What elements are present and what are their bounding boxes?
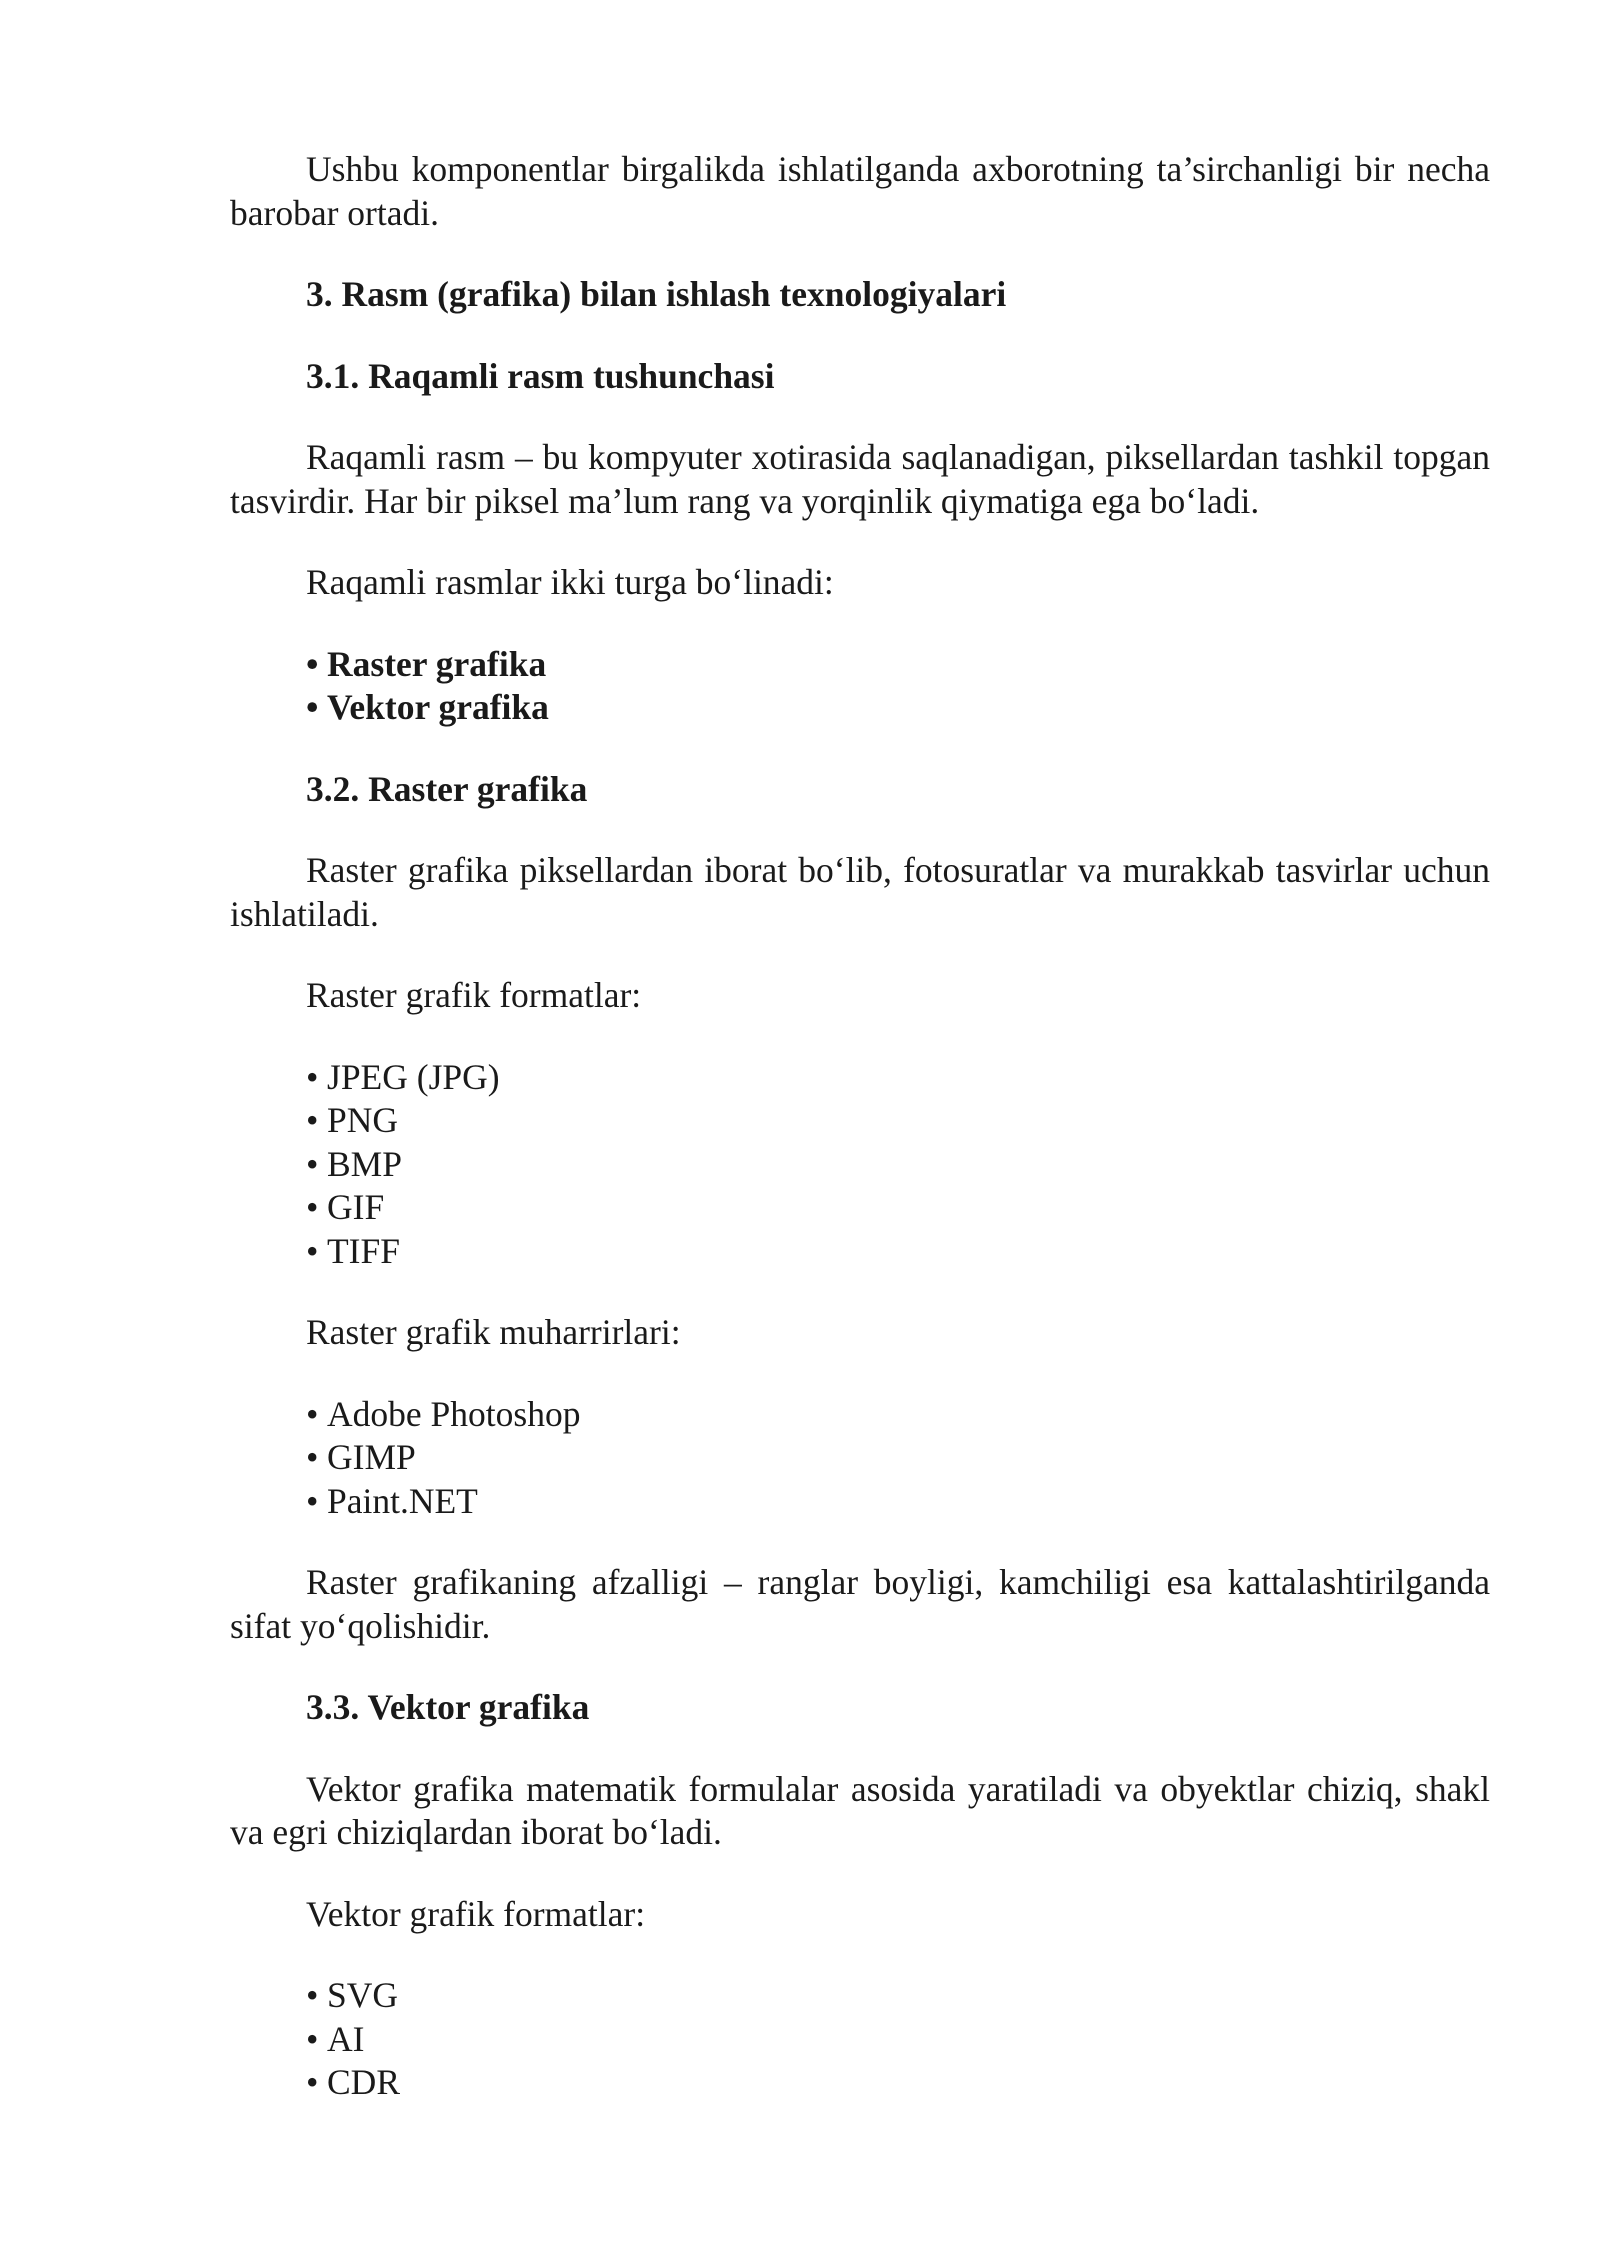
list-item-label: CDR bbox=[327, 2062, 400, 2102]
list-item bbox=[306, 1099, 1490, 1143]
section-3-2-paragraph: Raster grafika piksellardan iborat bo‘lib, fotosuratlar va murakkab tasvirlar uchun ishlatiladi. bbox=[230, 850, 1490, 934]
list-item-label: GIMP bbox=[327, 1437, 416, 1477]
list-item bbox=[306, 2061, 1490, 2105]
list-item bbox=[306, 1974, 1490, 2018]
list-item bbox=[306, 1393, 1490, 1437]
list-item bbox=[306, 1480, 1490, 1524]
bullet-icon: • bbox=[306, 1393, 319, 1434]
raster-editors-list bbox=[230, 1393, 1490, 1524]
image-types-lead: Raqamli rasmlar ikki turga bo‘linadi: bbox=[306, 562, 834, 602]
section-3-2-heading: 3.2. Raster grafika bbox=[306, 768, 588, 809]
list-item-label: TIFF bbox=[327, 1230, 400, 1271]
bullet-icon: • bbox=[306, 2018, 319, 2059]
list-item-label: SVG bbox=[327, 1975, 399, 2015]
bullet-icon: • bbox=[306, 1056, 319, 1097]
list-item-label: AI bbox=[327, 2018, 365, 2059]
section-3-1-paragraph: Raqamli rasm – bu kompyuter xotirasida saqlanadigan, piksellardan tashkil topgan tasvirdir. Har bir piksel ma’lum rang va yorqinlik qiymatiga ega bo‘ladi. bbox=[230, 437, 1490, 521]
raster-editors-lead: Raster grafik muharrirlari: bbox=[306, 1312, 681, 1352]
bullet-icon: • bbox=[306, 1437, 319, 1477]
section-3-3-heading: 3.3. Vektor grafika bbox=[306, 1687, 590, 1727]
list-item bbox=[306, 2018, 1490, 2062]
bullet-icon: • bbox=[306, 687, 319, 727]
bullet-icon: • bbox=[306, 643, 319, 684]
list-item bbox=[306, 1056, 1490, 1100]
bullet-icon: • bbox=[306, 1143, 319, 1184]
bullet-icon: • bbox=[306, 1187, 319, 1227]
section-3-3-paragraph: Vektor grafika matematik formulalar asosida yaratiladi va obyektlar chiziq, shakl va egri chiziqlardan iborat bo‘ladi. bbox=[230, 1768, 1490, 1852]
intro-paragraph: Ushbu komponentlar birgalikda ishlatilganda axborotning ta’sirchanligi bir necha barobar ortadi. bbox=[230, 149, 1490, 233]
raster-formats-lead: Raster grafik formatlar: bbox=[306, 975, 642, 1015]
list-item-label: PNG bbox=[327, 1100, 399, 1140]
list-item-label: Vektor grafika bbox=[327, 687, 549, 727]
list-item bbox=[306, 686, 1490, 730]
document-page bbox=[230, 148, 1490, 2143]
list-item bbox=[306, 1230, 1490, 1274]
list-item-label: Adobe Photoshop bbox=[327, 1393, 581, 1434]
image-types-list bbox=[230, 643, 1490, 730]
raster-formats-list bbox=[230, 1056, 1490, 1274]
vector-formats-lead: Vektor grafik formatlar: bbox=[306, 1893, 646, 1934]
section-3-heading: 3. Rasm (grafika) bilan ishlash texnologiyalari bbox=[306, 274, 1007, 314]
list-item-label: GIF bbox=[327, 1187, 385, 1227]
list-item bbox=[306, 1143, 1490, 1187]
bullet-icon: • bbox=[306, 1230, 319, 1271]
list-item-label: Raster grafika bbox=[327, 643, 547, 684]
list-item bbox=[306, 643, 1490, 687]
bullet-icon: • bbox=[306, 1975, 319, 2015]
list-item bbox=[306, 1186, 1490, 1230]
list-item-label: JPEG (JPG) bbox=[327, 1056, 500, 1097]
list-item-label: BMP bbox=[327, 1143, 402, 1184]
section-3-1-heading: 3.1. Raqamli rasm tushunchasi bbox=[306, 355, 775, 396]
bullet-icon: • bbox=[306, 1480, 319, 1521]
bullet-icon: • bbox=[306, 2062, 319, 2102]
list-item bbox=[306, 1436, 1490, 1480]
raster-summary-paragraph: Raster grafikaning afzalligi – ranglar boyligi, kamchiligi esa kattalashtirilganda sifat yo‘qolishidir. bbox=[230, 1562, 1490, 1646]
list-item-label: Paint.NET bbox=[327, 1480, 478, 1521]
vector-formats-list bbox=[230, 1974, 1490, 2105]
bullet-icon: • bbox=[306, 1100, 319, 1140]
